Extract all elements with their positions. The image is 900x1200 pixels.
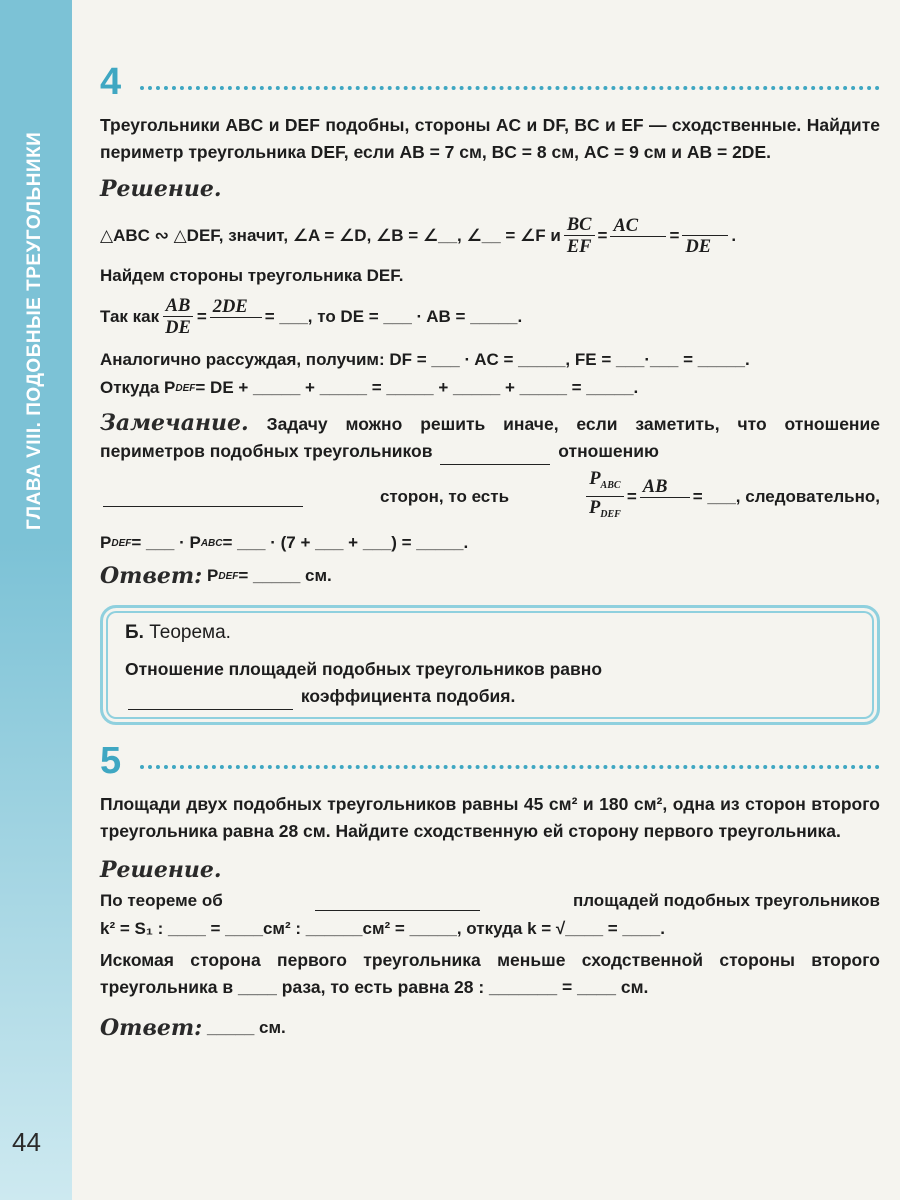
task-4-remark-ratio: сторон, то есть $\frac{P_{ABC}}{P_{DEF}}$ = AB = ___, следовательно,: [100, 469, 880, 525]
theorem-box: [100, 605, 880, 725]
fraction-ac-blank: AC: [610, 216, 666, 257]
fraction-blank-de: DE: [682, 215, 728, 258]
similarity-text: △ABC ∾ △DEF, значит, ∠A = ∠D, ∠B = ∠__, ∠__ = ∠F и: [100, 226, 561, 245]
answer-blank[interactable]: [103, 488, 303, 507]
task-5-header: [100, 739, 880, 783]
task-4-remark: Замечание. Задачу можно решить иначе, если заметить, что отношение периметров подобных треугольников отношению: [100, 410, 880, 465]
chapter-sidebar: [0, 0, 72, 1200]
task-5-ratio-line: k² = S₁ : ____ = ____см² : ______см² = _____, откуда k = √____ = ____.: [100, 919, 665, 938]
task-4-statement: Треугольники ABC и DEF подобны, стороны AC и DF, BC и EF — сходственные. Найдите периметр треугольника DEF, если AB = 7 см, BC = 8 см, AC = 9 см и AB = 2DE.: [100, 115, 880, 162]
page-content: [100, 60, 880, 1041]
task-4-number: 4: [100, 60, 122, 103]
task-4-answer: Ответ: P DEF = _____ см.: [100, 563, 332, 589]
answer-blank[interactable]: [315, 892, 480, 911]
fraction-ab-de: $\frac{AB}{DE}$: [162, 296, 194, 339]
fraction-ab-blank: AB: [640, 477, 690, 518]
answer-blank[interactable]: [440, 446, 550, 465]
task-5-theorem-line: По теореме об площадей подобных треугольников: [100, 891, 880, 910]
answer-label: Ответ:: [100, 1015, 203, 1041]
task-5-answer: Ответ: _____ см.: [100, 1015, 286, 1041]
answer-blank[interactable]: [128, 691, 293, 710]
chapter-title: ГЛАВА VIII. ПОДОБНЫЕ ТРЕУГОЛЬНИКИ: [24, 131, 45, 530]
theorem-title: Б. Теорема.: [125, 622, 231, 643]
task-4-de-line: Так как $\frac{AB}{DE}$ = 2DE = ___, то DE = ___ · AB = _____.: [100, 295, 523, 338]
fraction-bc-ef: $\frac{BC}{EF}$: [564, 215, 595, 258]
dotted-divider: [140, 86, 880, 90]
remark-label: Замечание.: [100, 410, 249, 436]
page-number: 44: [12, 1127, 41, 1157]
task-4-perimeter-line: Откуда P DEF = DE + _____ + _____ = _____ + _____ + _____ = _____.: [100, 378, 639, 397]
task-4-find-sides: Найдем стороны треугольника DEF.: [100, 266, 404, 285]
task-4-perimeter-formula: P DEF = ___ · P ABC = ___ · (7 + ___ + ___) = _____.: [100, 533, 469, 552]
fraction-2de-blank: 2DE: [210, 297, 262, 338]
task-4-similarity-line: △ABC ∾ △DEF, значит, ∠A = ∠D, ∠B = ∠__, ∠__ = ∠F и $\frac{BC}{EF}$ = AC = DE .: [100, 214, 737, 257]
task-4-header: [100, 60, 880, 104]
task-4-solution-label: Решение.: [100, 176, 222, 202]
task-5-solution-label: Решение.: [100, 857, 222, 883]
task-4-df-fe-line: Аналогично рассуждая, получим: DF = ___ · AC = _____, FE = ___·___ = _____.: [100, 350, 750, 369]
answer-label: Ответ:: [100, 563, 203, 589]
theorem-text: Отношение площадей подобных треугольников равно коэффициента подобия.: [125, 656, 855, 710]
task-5-statement: Площади двух подобных треугольников равны 45 см² и 180 см², одна из сторон второго треугольника равна 28 см. Найдите сходственную ей сторону первого треугольника.: [100, 794, 880, 841]
fraction-perimeters: $\frac{P_{ABC}}{P_{DEF}}$: [586, 469, 624, 526]
task-5-side-line: Искомая сторона первого треугольника меньше сходственной стороны второго треугольника в ____ раза, то есть равна 28 : _______ = ____ см.: [100, 950, 880, 997]
task-5-number: 5: [100, 739, 122, 782]
dotted-divider: [140, 765, 880, 769]
